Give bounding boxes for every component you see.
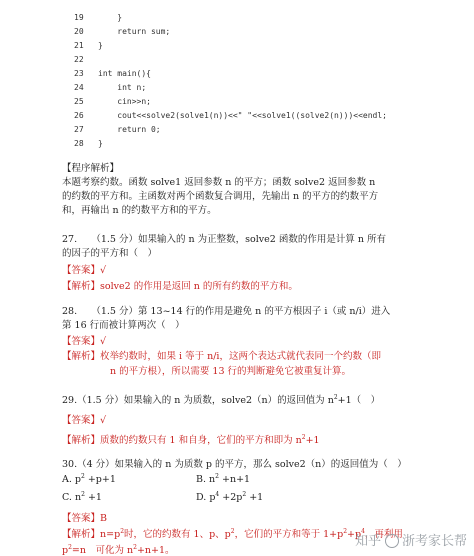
answer-27: 【答案】√ <box>62 265 107 276</box>
explanation-29: 【解析】质数的约数只有 1 和自身，它们的平方和即为 $n^2+1$ <box>62 433 320 446</box>
explanation-30: 【解析】$n=p^2$时，它的约数有 1、p、$p^2$，它们的平方和等于 $1+p^2+p^4$，再利用 <box>62 527 403 540</box>
explanation-30-cont: $p^2=n$ 可化为 $n^2+n+1$。 <box>62 543 175 556</box>
question-27-line: 的因子的平方和（ ） <box>62 248 158 259</box>
document-page: 19 } 20 return sum; 21 } 22 23 int main(){ 24 int n; 25 cin>>n; 26 cout<<solve2(solve1(n))<<" "<<solve1((solve2(n)))<<endl; 27 return 0; 28 } 【程序解析】 本题考察约数。函数 solve1 返回参数 n 的平方；函数 solve2 返回参数 n 的约数的平方和。主函数对两个函数复合调用，先输出 n 的平方的约数平方 和，再输出 n 的约数平方和的平方。 27. （1.5 分）如果输入的 n 为正整数，solve2 函数的作用是计算 n 所有 的因子的平方和（ ） 【答案】√ 【解析】solve2 的作用是返回 n 的所有约数的平方和。 28. （1.5 分）第 13~14 行的作用是避免 n 的平方根因子 i（或 n/i）进入 第 16 行而被计算两次（ ） 【答案】√ 【解析】枚举约数时，如果 i 等于 n/i，这两个表达式就代表同一个约数（即 n 的平方根），所以需要 13 行的判断避免它被重复计算。 29.（1.5 分）如果输入的 n 为质数，solve2（n）的返回值为 $n^2+1$（ ） 【答案】√ 【解析】质数的约数只有 1 和自身，它们的平方和即为 $n^2+1$ 30.（4 分）如果输入的 n 为质数 p 的平方，那么 solve2（n）的返回值为（ ） A. $p^2 +p+1$ B. $n^2 +n+1$ C. $n^2 +1$ D. $p^4 +2p^2 +1$ 【答案】B 【解析】$n=p^2$时，它的约数有 1、p、$p^2$，它们的平方和等于 $1+p^2+p^4$，再利用 $p^2=n$ 可化为 $n^2+n+1$。 知乎 浙考家长帮 <box>62 13 468 556</box>
zhihu-watermark: 知乎 浙考家长帮 <box>355 534 468 549</box>
question-27-line: 27. （1.5 分）如果输入的 n 为正整数，solve2 函数的作用是计算 n 所有 <box>62 234 386 245</box>
question-30: 30.（4 分）如果输入的 n 为质数 p 的平方，那么 solve2（n）的返回值为（ ） <box>62 459 407 470</box>
analysis-line: 和，再输出 n 的约数平方和的平方。 <box>62 205 217 216</box>
explanation-28: 【解析】枚举约数时，如果 i 等于 n/i，这两个表达式就代表同一个约数（即 <box>62 351 381 362</box>
option-b: B. $n^2 +n+1$ <box>196 472 251 485</box>
explanation-28-cont: n 的平方根），所以需要 13 行的判断避免它被重复计算。 <box>110 366 352 377</box>
explanation-27: 【解析】solve2 的作用是返回 n 的所有约数的平方和。 <box>62 281 298 292</box>
question-28-line: 28. （1.5 分）第 13~14 行的作用是避免 n 的平方根因子 i（或 n/i）进入 <box>62 306 391 317</box>
option-d: D. $p^4 +2p^2 +1$ <box>196 490 264 503</box>
answer-29: 【答案】√ <box>62 415 107 426</box>
analysis-heading: 【程序解析】 <box>62 163 120 174</box>
watermark-badge-icon <box>385 534 399 548</box>
option-c: C. $n^2 +1$ <box>62 490 102 503</box>
analysis-line: 的约数的平方和。主函数对两个函数复合调用，先输出 n 的平方的约数平方 <box>62 191 379 202</box>
option-a: A. $p^2 +p+1$ <box>62 472 116 485</box>
answer-30: 【答案】B <box>62 513 107 524</box>
question-28-line: 第 16 行而被计算两次（ ） <box>62 320 185 331</box>
analysis-line: 本题考察约数。函数 solve1 返回参数 n 的平方；函数 solve2 返回参数 n <box>62 177 376 188</box>
question-29: 29.（1.5 分）如果输入的 n 为质数，solve2（n）的返回值为 $n^2+1$（ ） <box>62 393 381 406</box>
answer-28: 【答案】√ <box>62 336 107 347</box>
